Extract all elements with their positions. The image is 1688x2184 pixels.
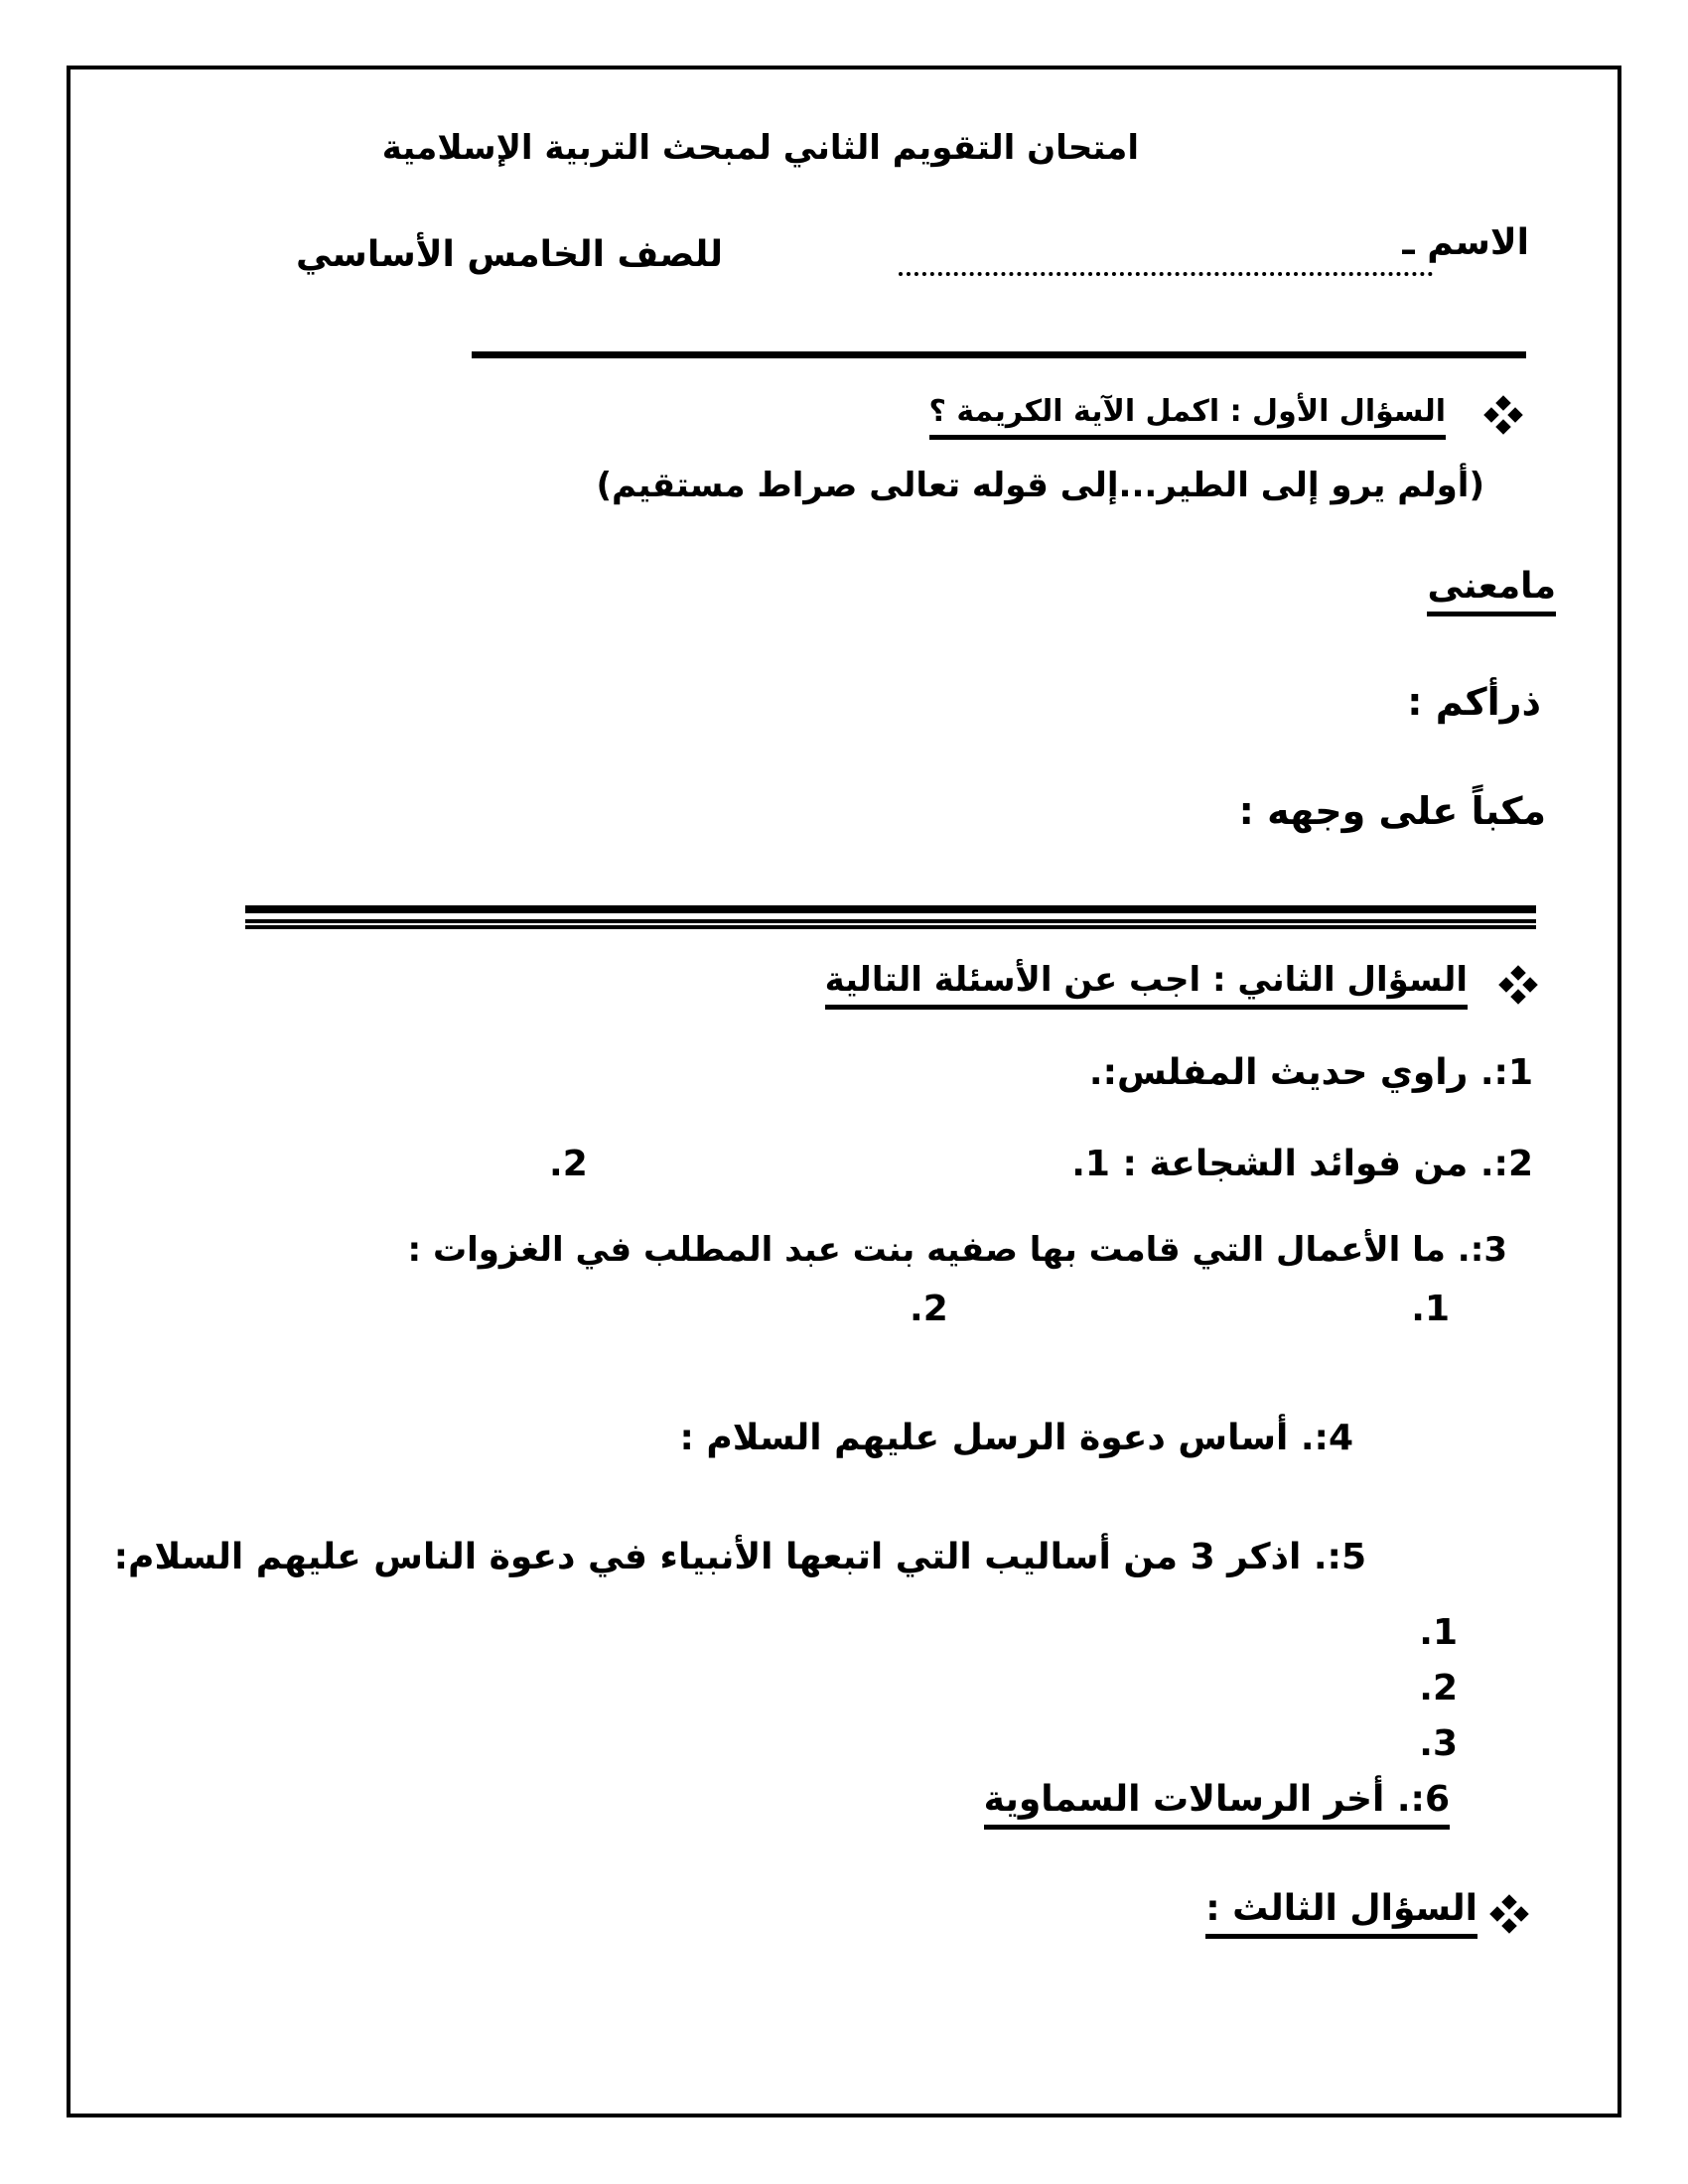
question2-heading: السؤال الثاني : اجب عن الأسئلة التالية (825, 961, 1468, 1010)
question2-item5: 5:. اذكر 3 من أساليب التي اتبعها الأنبياء في دعوة الناس عليهم السلام: (113, 1537, 1366, 1577)
question3-heading: السؤال الثالث : (1205, 1888, 1477, 1939)
question2-item1: 1:. راوي حديث المفلس:. (1088, 1052, 1533, 1093)
name-fill-line (899, 272, 1433, 276)
question2-item4: 4:. أساس دعوة الرسل عليهم السلام : (679, 1418, 1353, 1458)
question2-item5-sub2: 2. (1419, 1668, 1458, 1708)
question2-item5-sub3: 3. (1419, 1723, 1458, 1764)
question1-meaning-label: مامعنى (1427, 566, 1556, 616)
question2-item3-sub2: 2. (910, 1289, 948, 1329)
exam-title: امتحان التقويم الثاني لمبحث التربية الإسلامية (381, 128, 1139, 168)
question1-verse: (أولم يرو إلى الطير...إلى قوله تعالى صراط مستقيم) (596, 466, 1484, 505)
question1-term1: ذرأكم : (1407, 680, 1541, 724)
section-separator-rule (245, 905, 1536, 929)
header-divider-rule (472, 351, 1526, 358)
question2-item6: 6:. أخر الرسالات السماوية (984, 1779, 1450, 1830)
question2-item5-sub1: 1. (1419, 1612, 1458, 1653)
question2-item3: 3:. ما الأعمال التي قامت بها صفيه بنت عبد المطلب في الغزوات : (407, 1230, 1507, 1270)
question2-item2-second-blank: 2. (549, 1144, 588, 1184)
name-label: الاسم ـ (1402, 222, 1529, 263)
grade-label: للصف الخامس الأساسي (296, 234, 724, 275)
question2-item3-sub1: 1. (1411, 1289, 1450, 1329)
question1-heading: السؤال الأول : اكمل الآية الكريمة ؟ (929, 395, 1447, 440)
question1-term2: مكباً على وجهه : (1238, 789, 1546, 833)
question2-item2: 2:. من فوائد الشجاعة : 1. (1071, 1144, 1533, 1184)
